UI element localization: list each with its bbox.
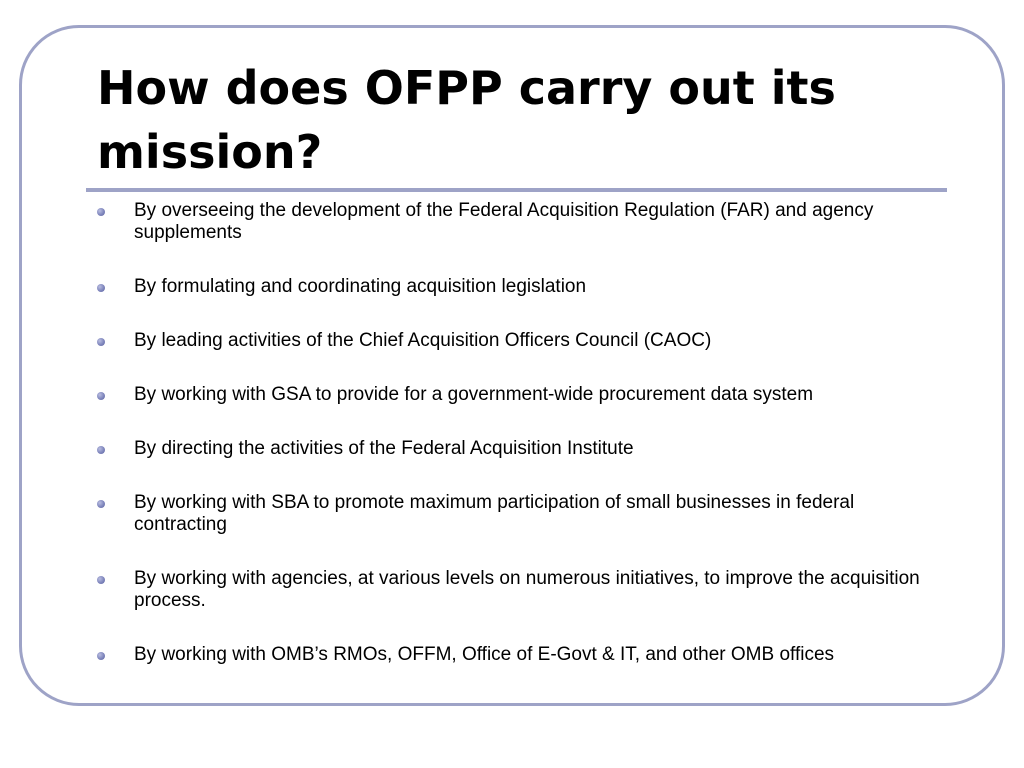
bullet-item-sba <box>97 492 937 536</box>
bullet-item-caoc <box>97 330 937 352</box>
bullet-dot-icon <box>97 208 105 216</box>
bullet-text: By working with SBA to promote maximum participation of small businesses in federal contracting <box>134 492 855 535</box>
bullet-text: By working with GSA to provide for a government-wide procurement data system <box>134 384 814 405</box>
bullet-text: By working with OMB’s RMOs, OFFM, Office of E-Govt & IT, and other OMB offices <box>134 644 835 665</box>
title-divider <box>86 188 947 192</box>
bullet-text: By overseeing the development of the Federal Acquisition Regulation (FAR) and agency supplements <box>134 200 874 243</box>
bullet-list <box>97 200 937 698</box>
bullet-dot-icon <box>97 652 105 660</box>
bullet-dot-icon <box>97 446 105 454</box>
slide-title: How does OFPP carry out its mission? <box>97 61 836 179</box>
bullet-dot-icon <box>97 392 105 400</box>
bullet-item-far <box>97 200 937 244</box>
bullet-dot-icon <box>97 500 105 508</box>
bullet-text: By directing the activities of the Federal Acquisition Institute <box>134 438 634 459</box>
bullet-text: By leading activities of the Chief Acquisition Officers Council (CAOC) <box>134 330 712 351</box>
bullet-item-gsa <box>97 384 937 406</box>
bullet-dot-icon <box>97 338 105 346</box>
bullet-item-fai <box>97 438 937 460</box>
bullet-text: By working with agencies, at various levels on numerous initiatives, to improve the acquisition process. <box>134 568 920 611</box>
bullet-item-omb <box>97 644 937 666</box>
bullet-item-legislation <box>97 276 937 298</box>
bullet-item-agencies <box>97 568 937 612</box>
bullet-dot-icon <box>97 284 105 292</box>
bullet-text: By formulating and coordinating acquisition legislation <box>134 276 587 297</box>
bullet-dot-icon <box>97 576 105 584</box>
